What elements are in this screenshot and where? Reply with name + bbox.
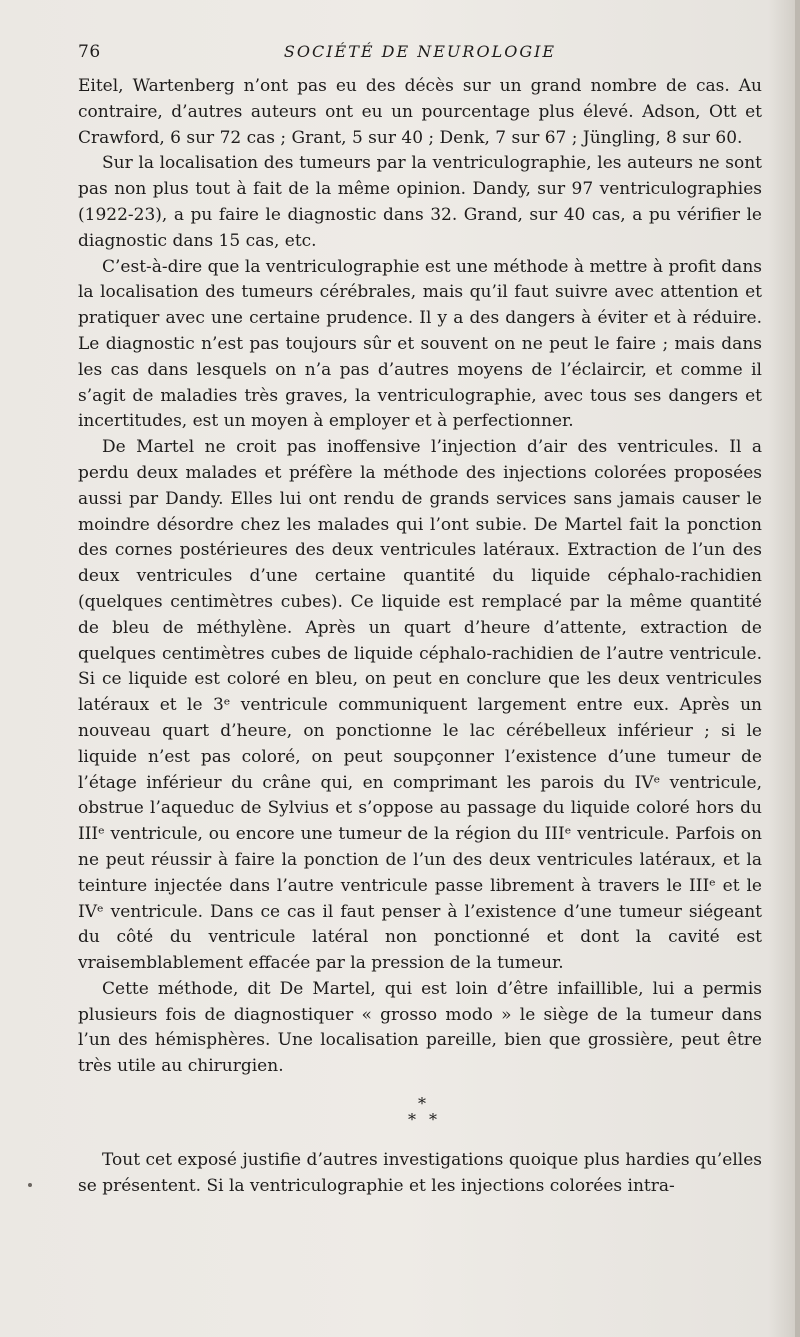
paragraph: De Martel ne croit pas inoffensive l’injection d’air des ventricules. Il a perdu deux malades et préfère la méthode des injections colorées proposées aussi par Dandy. Elles lui ont rendu de grands services sans jamais causer le moindre désordre chez les malades qui l’ont subie. De Martel fait la ponction des cornes postérieures des deux ventricules latéraux. Extraction de l’un des deux ventricules d’une certaine quantité du liquide céphalo-rachidien (quelques centimètres cubes). Ce liquide est remplacé par la même quantité de bleu de méthylène. Après un quart d’heure d’attente, extraction de quelques centimètres cubes de liquide céphalo-rachidien de l’autre ventricule. Si ce liquide est coloré en bleu, on peut en conclure que les deux ventricules latéraux et le 3ᵉ ventricule communiquent largement entre eux. Après un nouveau quart d’heure, on ponctionne le lac cérébelleux inférieur ; si le liquide n’est pas coloré, on peut soupçonner l’existence d’une tumeur de l’étage inférieur du crâne qui, en comprimant les parois du IVᵉ ventricule, obstrue l’aqueduc de Sylvius et s’oppose au passage du liquide coloré hors du IIIᵉ ventricule, ou encore une tumeur de la région du IIIᵉ ventricule. Parfois on ne peut réussir à faire la ponction de l’un des deux ventricules latéraux, et la teinture injectée dans l’autre ventricule passe librement à travers le IIIᵉ et le IVᵉ ventricule. Dans ce cas il faut penser à l’existence d’une tumeur siégeant du côté du ventricule latéral non ponctionné et dont la cavité est vraisemblablement effacée par la pression de la tumeur. bbox=[78, 437, 762, 974]
asterisk-left: * bbox=[408, 1110, 416, 1130]
page-edge-shadow bbox=[795, 0, 800, 1337]
body-text bbox=[78, 74, 762, 1200]
journal-title: SOCIÉTÉ DE NEUROLOGIE bbox=[283, 42, 557, 61]
paragraph: Cette méthode, dit De Martel, qui est loin d’être infaillible, lui a permis plusieurs fois de diagnostiquer « grosso modo » le siège de la tumeur dans l’un des hémisphères. Une localisation pareille, bien que grossière, peut être très utile au chirurgien. bbox=[78, 978, 762, 1077]
paragraph: Sur la localisation des tumeurs par la ventriculographie, les auteurs ne sont pas non plus tout à fait de la même opinion. Dandy, sur 97 ventriculographies (1922-23), a pu faire le diagnostic dans 32. Grand, sur 40 cas, a pu vérifier le diagnostic dans 15 cas, etc. bbox=[78, 153, 762, 251]
margin-speck bbox=[28, 1183, 32, 1187]
running-head bbox=[78, 42, 762, 64]
paragraph: Eitel, Wartenberg n’ont pas eu des décès sur un grand nombre de cas. Au contraire, d’autres auteurs ont eu un pourcentage plus élevé. Adson, Ott et Crawford, 6 sur 72 cas ; Grant, 5 sur 40 ; Denk, 7 sur 67 ; Jüngling, 8 sur 60. bbox=[78, 76, 762, 148]
page-number: 76 bbox=[78, 42, 101, 62]
closing-paragraph: Tout cet exposé justifie d’autres investigations quoique plus hardies qu’elles se présentent. Si la ventriculographie et les injections colorées intra- bbox=[78, 1150, 762, 1196]
asterisk-right: * bbox=[429, 1110, 437, 1130]
section-asterism bbox=[78, 1090, 762, 1148]
paragraph: C’est-à-dire que la ventriculographie est une méthode à mettre à profit dans la localisation des tumeurs cérébrales, mais qu’il faut suivre avec attention et pratiquer avec une certaine prudence. Il y a des dangers à éviter et à réduire. Le diagnostic n’est pas toujours sûr et souvent on ne peut le faire ; mais dans les cas dans lesquels on n’a pas d’autres moyens de l’éclaircir, et comme il s’agit de maladies très graves, la ventriculographie, avec tous ses dangers et incertitudes, est un moyen à employer et à perfectionner. bbox=[78, 256, 762, 432]
asterisk-top: * bbox=[418, 1094, 426, 1114]
